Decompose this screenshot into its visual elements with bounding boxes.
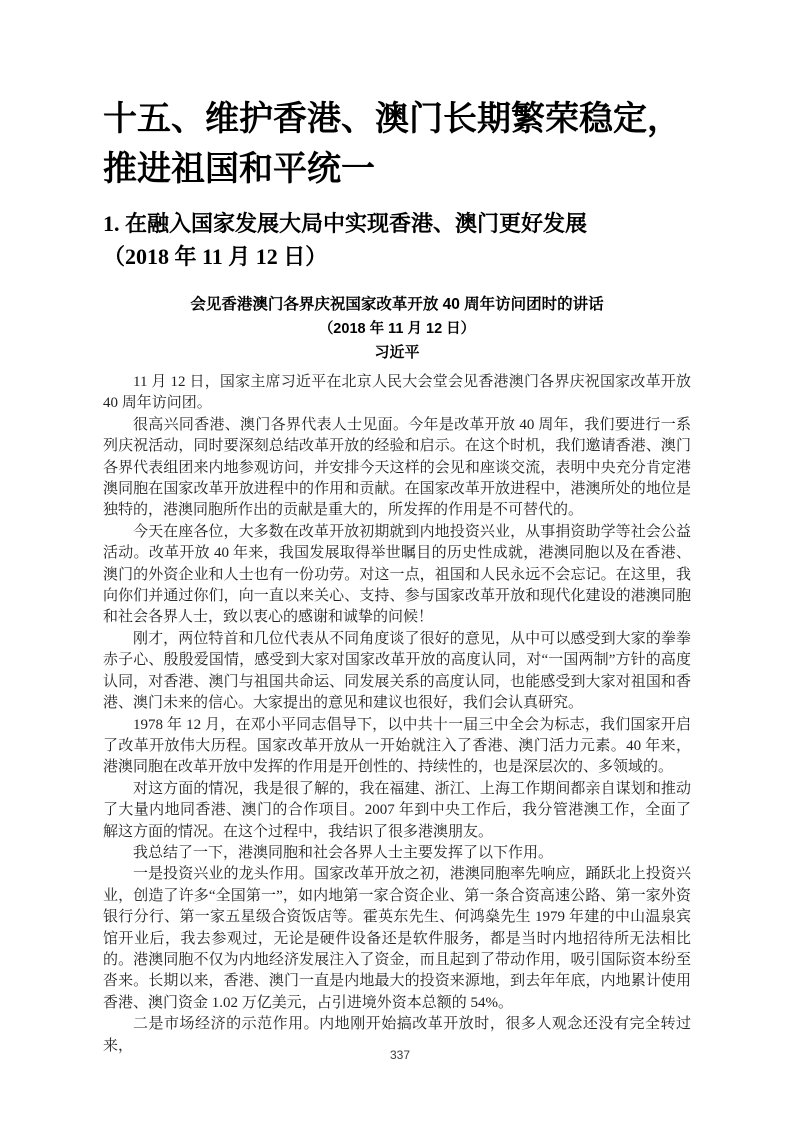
body-paragraph: 1978 年 12 月，在邓小平同志倡导下，以中共十一届三中全会为标志，我们国家开启了改革开放伟大历程。国家改革开放从一开始就注入了香港、澳门活力元素。40 年来，港澳同胞在改革开放中发挥的作用是开创性的、持续性的，也是深层次的、多领域的。 bbox=[103, 716, 691, 776]
speech-author: 习近平 bbox=[374, 344, 420, 361]
speech-meta bbox=[103, 293, 691, 365]
chapter-title: 十五、维护香港、澳门长期繁荣稳定，推进祖国和平统一 bbox=[103, 101, 681, 188]
speech-date: （2018 年 11 月 12 日） bbox=[318, 321, 476, 337]
body-paragraph: 很高兴同香港、澳门各界代表人士见面。今年是改革开放 40 周年，我们要进行一系列庆祝活动，同时要深刻总结改革开放的经验和启示。在这个时机，我们邀请香港、澳门各界代表组团来内地参观访问，并安排今天这样的会见和座谈交流，表明中央充分肯定港澳同胞在国家改革开放进程中的作用和贡献。在国家改革开放进程中，港澳所处的地位是独特的，港澳同胞所作出的贡献是重大的，所发挥的作用是不可替代的。 bbox=[103, 416, 691, 519]
section-head bbox=[103, 207, 703, 273]
body-paragraph: 11 月 12 日，国家主席习近平在北京人民大会堂会见香港澳门各界庆祝国家改革开放 40 周年访问团。 bbox=[103, 374, 691, 412]
body-paragraph: 刚才，两位特首和几位代表从不同角度谈了很好的意见，从中可以感受到大家的拳拳赤子心、殷殷爱国情，感受到大家对国家改革开放的高度认同，对“一国两制”方针的高度认同，对香港、澳门与祖国共命运、同发展关系的高度认同，也能感受到大家对祖国和香港、澳门未来的信心。大家提出的意见和建议也很好，我们会认真研究。 bbox=[103, 630, 691, 712]
body-paragraph: 二是市场经济的示范作用。内地刚开始搞改革开放时，很多人观念还没有完全转过来， bbox=[103, 1016, 691, 1054]
page-content bbox=[103, 95, 703, 1057]
section-heading: 1. 在融入国家发展大局中实现香港、澳门更好发展 bbox=[103, 211, 588, 236]
section-date: （2018 年 11 月 12 日） bbox=[103, 244, 328, 269]
body-paragraph: 今天在座各位，大多数在改革开放初期就到内地投资兴业，从事捐资助学等社会公益活动。改革开放 40 年来，我国发展取得举世瞩目的历史性成就，港澳同胞以及在香港、澳门的外资企业和人士也有一份功劳。对这一点，祖国和人民永远不会忘记。在这里，我向你们并通过你们，向一直以来关心、支持、参与国家改革开放和现代化建设的港澳同胞和社会各界人士，致以衷心的感谢和诚挚的问候！ bbox=[103, 523, 691, 626]
body-paragraph: 对这方面的情况，我是很了解的，我在福建、浙江、上海工作期间都亲自谋划和推动了大量内地同香港、澳门的合作项目。2007 年到中央工作后，我分管港澳工作，全面了解这方面的情况。在这个过程中，我结识了很多港澳朋友。 bbox=[103, 780, 691, 840]
speech-body bbox=[103, 372, 691, 1057]
body-paragraph: 我总结了一下，港澳同胞和社会各界人士主要发挥了以下作用。 bbox=[133, 844, 554, 861]
page-number: 337 bbox=[389, 1048, 411, 1062]
body-paragraph: 一是投资兴业的龙头作用。国家改革开放之初，港澳同胞率先响应，踊跃北上投资兴业，创造了许多“全国第一”，如内地第一家合资企业、第一条合资高速公路、第一家外资银行分行、第一家五星级合资饭店等。霍英东先生、何鸿燊先生 1979 年建的中山温泉宾馆开业后，我去参观过，无论是硬件设备还是软件服务，都是当时内地招待所无法相比的。港澳同胞不仅为内地经济发展注入了资金，而且起到了带动作用，吸引国际资本纷至沓来。长期以来，香港、澳门一直是内地最大的投资来源地，到去年年底，内地累计使用香港、澳门资金 1.02 万亿美元，占引进境外资本总额的 54%。 bbox=[103, 866, 691, 1011]
speech-title: 会见香港澳门各界庆祝国家改革开放 40 周年访问团时的讲话 bbox=[190, 296, 604, 313]
